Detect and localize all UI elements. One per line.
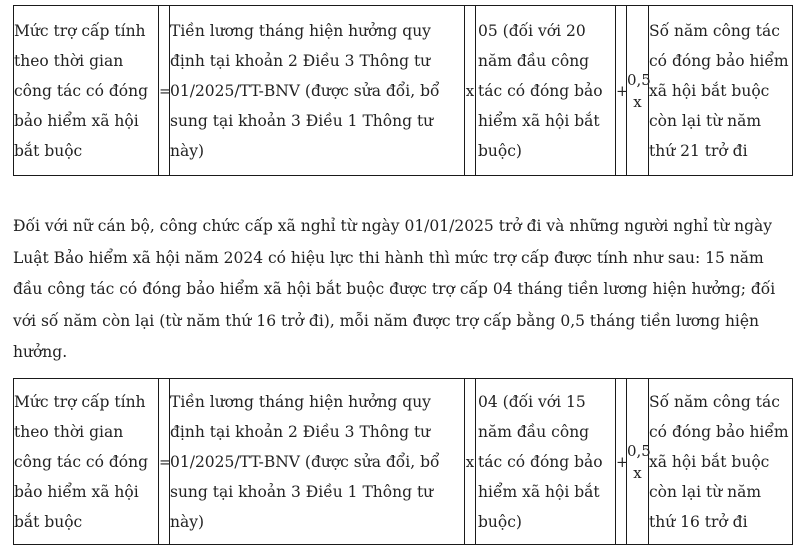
salary-cell: Tiền lương tháng hiện hưởng quy định tại khoản 2 Điều 3 Thông tư 01/2025/TT-BNV (được sửa đổi, bổ sung tại khoản 3 Điều 1 Thông tư này): [170, 379, 465, 545]
salary-cell: Tiền lương tháng hiện hưởng quy định tại khoản 2 Điều 3 Thông tư 01/2025/TT-BNV (được sửa đổi, bổ sung tại khoản 3 Điều 1 Thông tư này): [170, 6, 465, 176]
body-paragraph: Đối với nữ cán bộ, công chức cấp xã nghỉ từ ngày 01/01/2025 trở đi và những người nghỉ từ ngày Luật Bảo hiểm xã hội năm 2024 có hiệu lực thi hành thì mức trợ cấp được tính như sau: 15 năm đầu công tác có đóng bảo hiểm xã hội bắt buộc được trợ cấp 04 tháng tiền lương hiện hưởng; đối với số năm còn lại (từ năm thứ 16 trở đi), mỗi năm được trợ cấp bằng 0,5 tháng tiền lương hiện hưởng.: [13, 217, 776, 361]
equals-sign: =: [159, 6, 170, 176]
allowance-label-cell: Mức trợ cấp tính theo thời gian công tác có đóng bảo hiểm xã hội bắt buộc: [14, 379, 159, 545]
formula-table-15-years: [13, 378, 793, 545]
multiply-sign: x: [465, 379, 476, 545]
coefficient-cell: 0,5 x: [627, 6, 649, 176]
allowance-label-cell: Mức trợ cấp tính theo thời gian công tác có đóng bảo hiểm xã hội bắt buộc: [14, 6, 159, 176]
formula-row: [14, 6, 793, 176]
formula-row: [14, 379, 793, 545]
remaining-years-cell: Số năm công tác có đóng bảo hiểm xã hội bắt buộc còn lại từ năm thứ 16 trở đi: [649, 379, 793, 545]
multiply-sign: x: [465, 6, 476, 176]
remaining-years-cell: Số năm công tác có đóng bảo hiểm xã hội bắt buộc còn lại từ năm thứ 21 trở đi: [649, 6, 793, 176]
months-cell: 05 (đối với 20 năm đầu công tác có đóng bảo hiểm xã hội bắt buộc): [476, 6, 616, 176]
plus-sign: +: [616, 6, 627, 176]
coefficient-cell: 0,5 x: [627, 379, 649, 545]
plus-sign: +: [616, 379, 627, 545]
formula-table-20-years: [13, 5, 793, 176]
months-cell: 04 (đối với 15 năm đầu công tác có đóng bảo hiểm xã hội bắt buộc): [476, 379, 616, 545]
equals-sign: =: [159, 379, 170, 545]
